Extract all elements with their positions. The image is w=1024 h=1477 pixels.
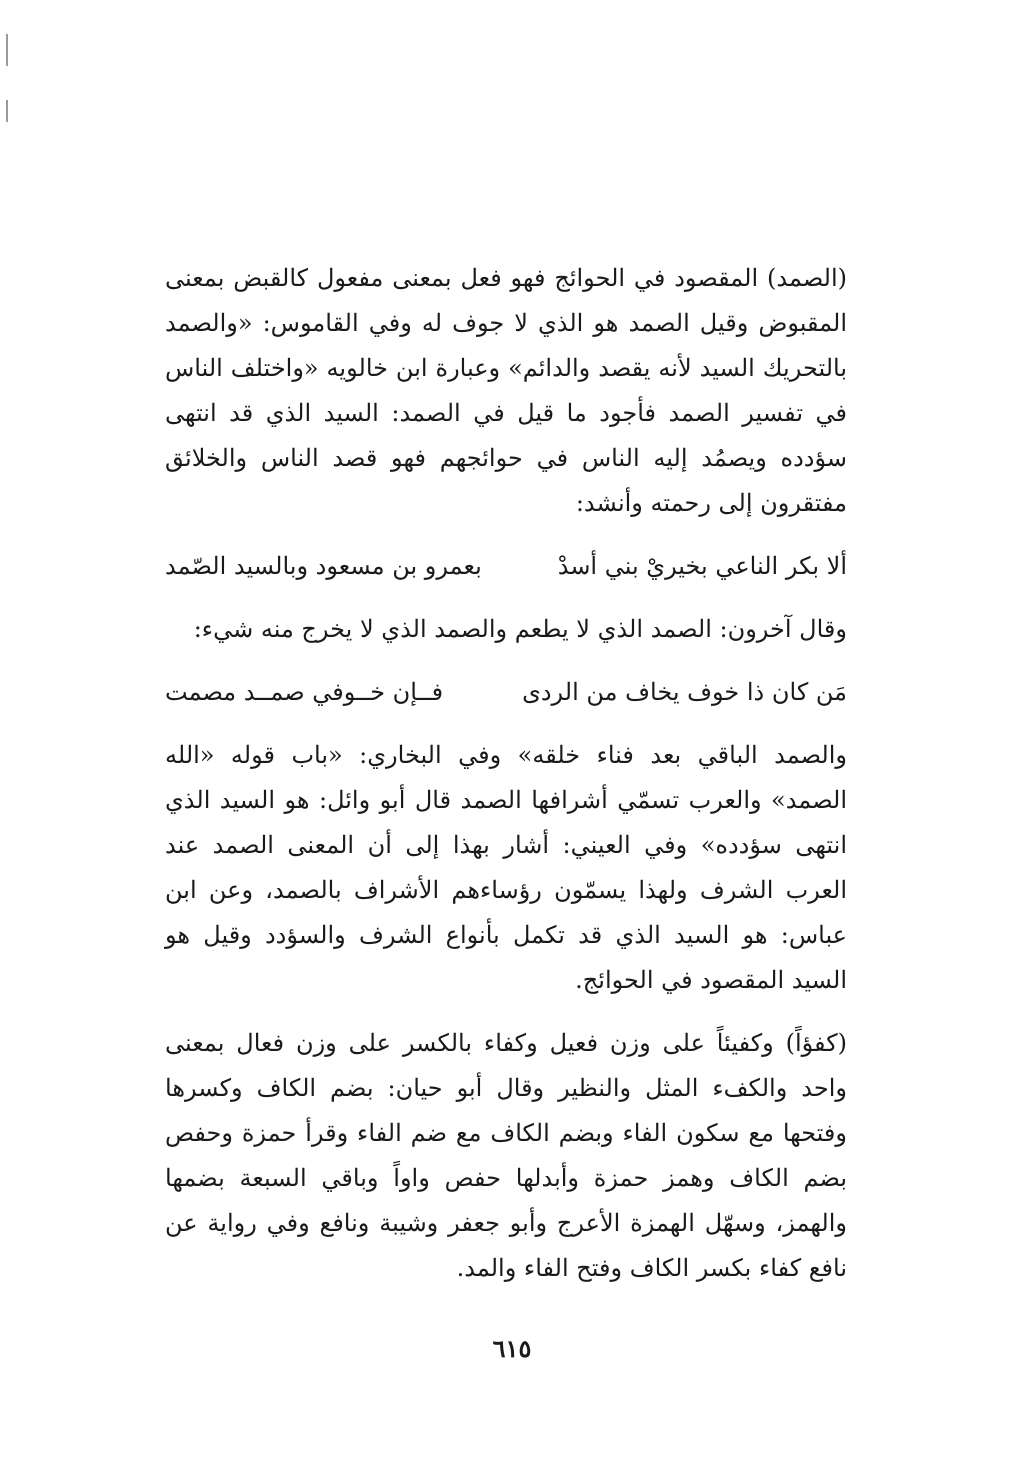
paragraph-bukhari: والصمد الباقي بعد فناء خلقه» وفي البخاري: «باب قوله «الله الصمد» والعرب تسمّي أشرافها الصمد قال أبو وائل: هو السيد الذي انتهى سؤدده» وفي العيني: أشار بهذا إلى أن المعنى الصمد عند العرب الشرف ولهذا يسمّون رؤساءهم الأشراف بالصمد، وعن ابن عباس: هو السيد الذي قد تكمل بأنواع الشرف والسؤدد وقيل هو السيد المقصود في الحوائج. [165,741,847,994]
poem-verse-1 [165,544,847,589]
verse-1-first-hemistich: ألا بكر الناعي بخيريْ بني أسدْ [557,552,847,580]
scan-edge-mark [6,100,8,122]
page-number: ٦١٥ [492,1334,532,1363]
verse-2-first-hemistich: مَن كان ذا خوف يخاف من الردى [522,678,847,706]
paragraph-kufuwan: (كفؤاً) وكفيئاً على وزن فعيل وكفاء بالكسر على وزن فعال بمعنى واحد والكفء المثل والنظير وقال أبو حيان: بضم الكاف وكسرها وفتحها مع سكون الفاء وبضم الكاف مع ضم الفاء وقرأ حمزة وحفص بضم الكاف وهمز حمزة وأبدلها حفص واواً وباقي السبعة بضمها والهمز، وسهّل الهمزة الأعرج وأبو جعفر وشيبة ونافع وفي رواية عن نافع كفاء بكسر الكاف وفتح الفاء والمد. [165,1029,847,1282]
page-body [165,256,847,1291]
poem-verse-2 [165,670,847,715]
scan-edge-mark [6,34,8,66]
verse-1-second-hemistich: بعمرو بن مسعود وبالسيد الصّمد [165,552,482,580]
paragraph-other-opinion: وقال آخرون: الصمد الذي لا يطعم والصمد الذي لا يخرج منه شيء: [193,615,847,643]
paragraph-samad-definition: (الصمد) المقصود في الحوائج فهو فعل بمعنى مفعول كالقبض بمعنى المقبوض وقيل الصمد هو الذي لا جوف له وفي القاموس: «والصمد بالتحريك السيد لأنه يقصد والدائم» وعبارة ابن خالويه «واختلف الناس في تفسير الصمد فأجود ما قيل في الصمد: السيد الذي قد انتهى سؤدده ويصمُد إليه الناس في حوائجهم فهو قصد الناس والخلائق مفتقرون إلى رحمته وأنشد: [165,264,847,517]
verse-2-second-hemistich: فــإن خــوفي صمــد مصمت [165,678,444,706]
